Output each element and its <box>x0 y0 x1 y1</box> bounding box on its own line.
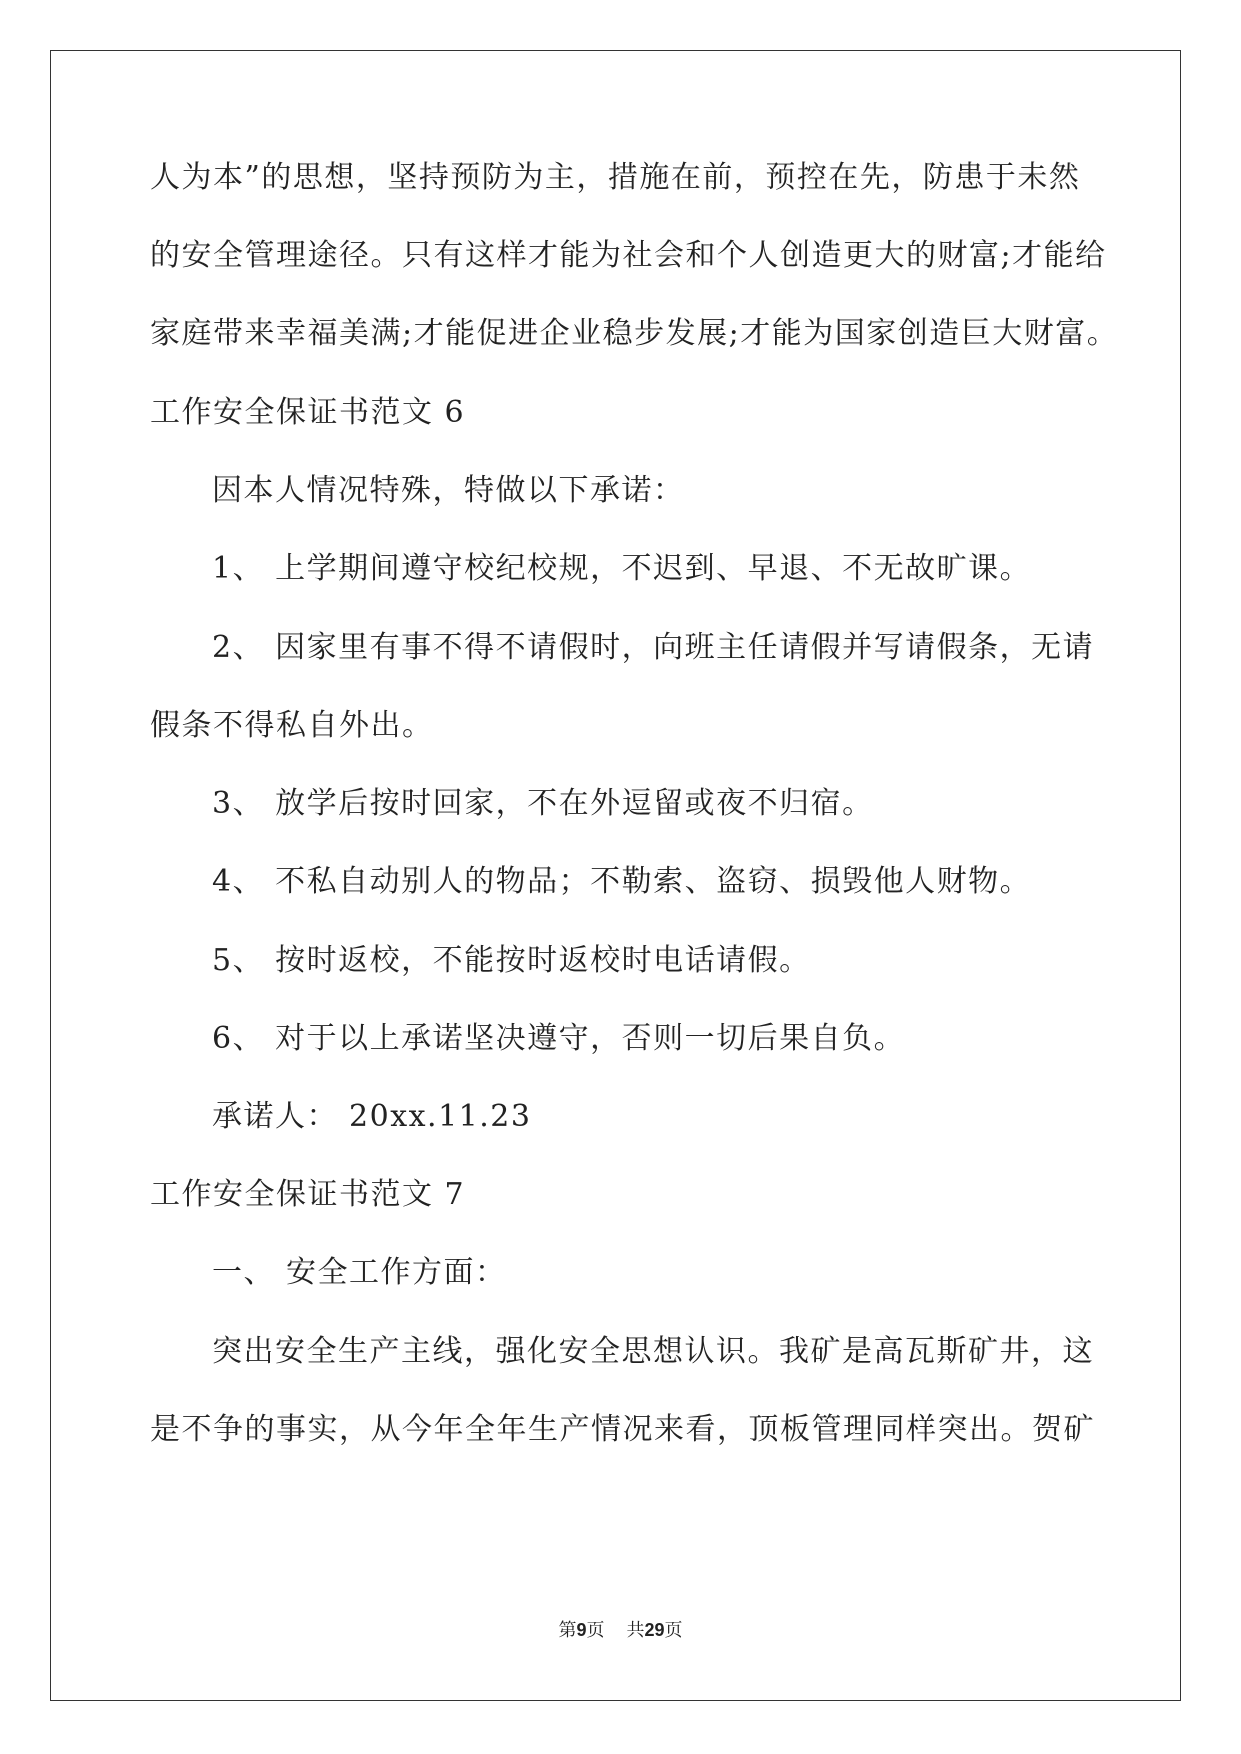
paragraph-line: 是不争的事实，从今年全年生产情况来看，顶板管理同样突出。贺矿 <box>150 1412 1095 1447</box>
paragraph-line: 突出安全生产主线，强化安全思想认识。我矿是高瓦斯矿井，这 <box>212 1334 1094 1369</box>
list-item: 4、 不私自动别人的物品；不勒索、盗窃、损毁他人财物。 <box>212 864 1032 899</box>
section-heading: 工作安全保证书范文 7 <box>150 1177 466 1212</box>
list-item: 2、 因家里有事不得不请假时，向班主任请假并写请假条，无请 <box>212 630 1095 665</box>
paragraph-line: 家庭带来幸福美满;才能促进企业稳步发展;才能为国家创造巨大财富。 <box>150 316 1119 351</box>
section-heading: 工作安全保证书范文 6 <box>150 395 466 430</box>
list-item: 5、 按时返校，不能按时返校时电话请假。 <box>212 943 811 978</box>
total-suffix: 页 <box>664 1620 683 1641</box>
list-item-continuation: 假条不得私自外出。 <box>150 708 434 743</box>
total-pages: 29 <box>644 1620 665 1640</box>
list-item: 1、 上学期间遵守校纪校规，不迟到、早退、不无故旷课。 <box>212 551 1032 586</box>
page-footer <box>0 1618 1241 1643</box>
paragraph-line: 人为本”的思想，坚持预防为主，措施在前，预控在先，防患于未然 <box>150 160 1081 195</box>
signature-line: 承诺人： 20xx.11.23 <box>212 1099 532 1134</box>
page-suffix: 页 <box>586 1620 605 1641</box>
subsection-heading: 一、 安全工作方面： <box>212 1255 507 1290</box>
paragraph-line: 因本人情况特殊，特做以下承诺： <box>212 473 685 508</box>
list-item: 3、 放学后按时回家，不在外逗留或夜不归宿。 <box>212 786 874 821</box>
total-prefix: 共 <box>626 1620 645 1641</box>
page-prefix: 第 <box>558 1620 577 1641</box>
paragraph-line: 的安全管理途径。只有这样才能为社会和个人创造更大的财富;才能给 <box>150 238 1107 273</box>
list-item: 6、 对于以上承诺坚决遵守，否则一切后果自负。 <box>212 1021 906 1056</box>
page-number: 9 <box>576 1620 587 1640</box>
